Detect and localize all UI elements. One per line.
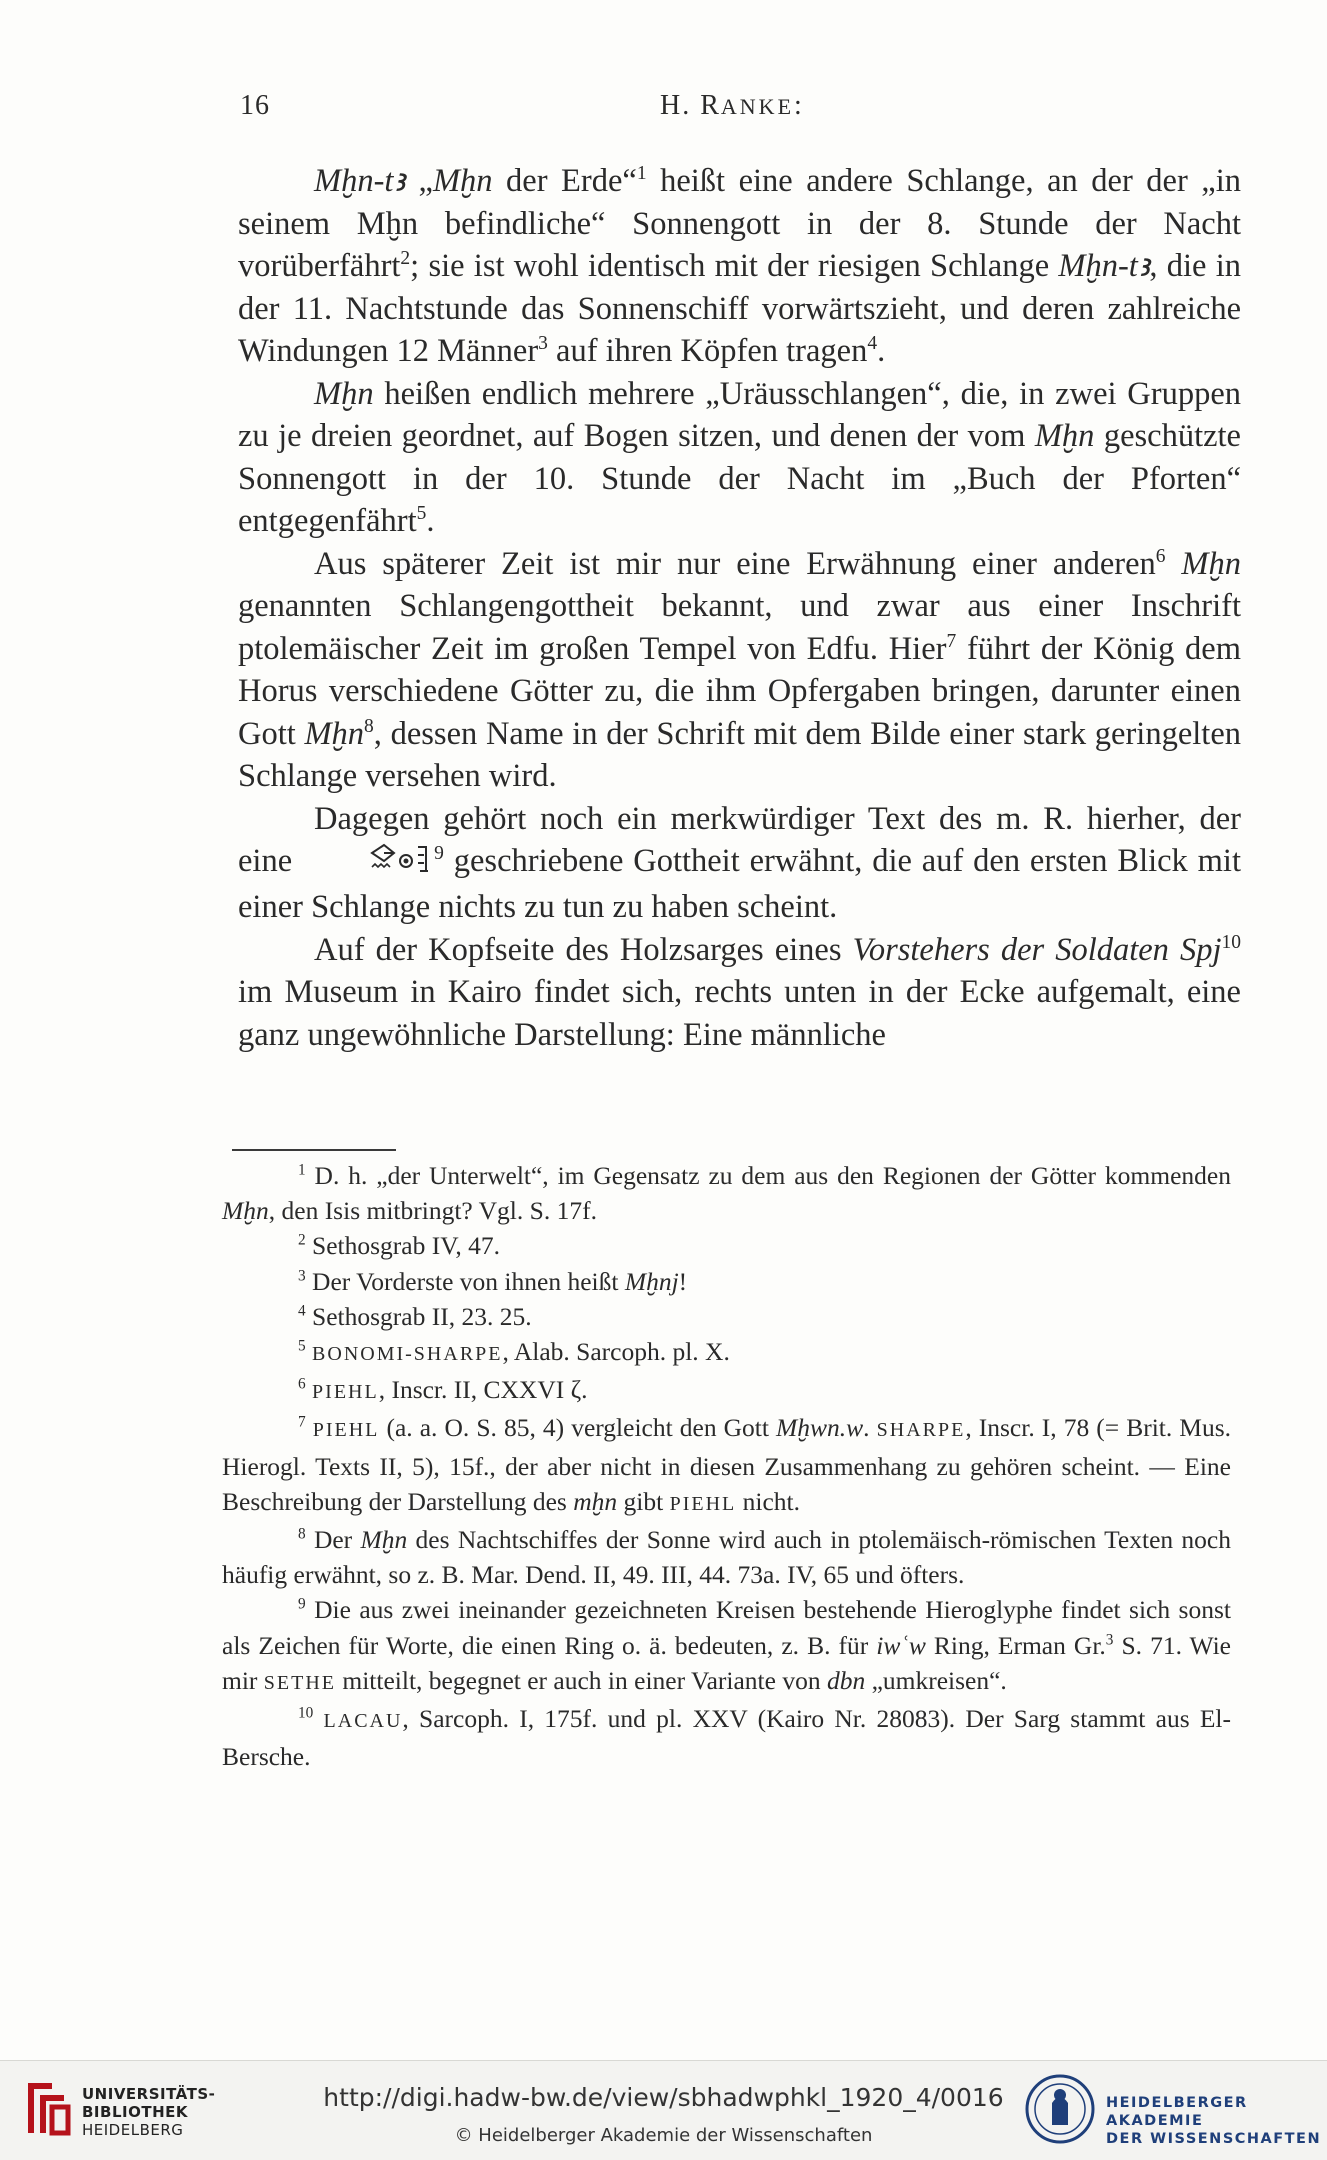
paragraph-5: Auf der Kopfseite des Holzsarges eines Vorstehers der Soldaten Spj$^{10}$ im Museum in Kairo findet sich, rechts unten in der Ecke aufgemalt, eine ganz ungewöhnliche Darstellung: Eine männliche	[238, 931, 1241, 1053]
paragraph-1: Mḫn-tꜣ „Mḫn der Erde“$^1$ heißt eine andere Schlange, an der der „in seinem Mḫn befindliche“ Sonnengott in der 8. Stunde der Nacht vorüberfährt$^2$; sie ist wohl identisch mit der riesigen Schlange Mḫn-tꜣ, die in der 11. Nachtstunde das Sonnenschiff vorwärtszieht, und deren zahlreiche Windungen 12 Männer$^3$ auf ihren Köpfen tragen$^4$.	[238, 163, 1242, 369]
viewer-footer	[0, 2060, 1327, 2160]
footnote-1: $^1$ D. h. „der Unterwelt“, im Gegensatz zu dem aus den Regionen der Götter kommenden Mḫn, den Isis mitbringt? Vgl. S. 17f.	[222, 1161, 1231, 1226]
footnote-9: $^9$ Die aus zwei ineinander gezeichneten Kreisen bestehende Hieroglyphe findet sich sonst als Zeichen für Worte, die einen Ring o. ä. bedeuten, z. B. für iwʿw Ring, Erman Gr.$^3$ S. 71. Wie mir SETHE mitteilt, begegnet er auch in einer Variante von dbn „umkreisen“.	[222, 1595, 1231, 1695]
header-author: H. RANKE:	[660, 90, 804, 121]
footnotes	[222, 1158, 1231, 1774]
footnote-8: $^8$ Der Mḫn des Nachtschiffes der Sonne wird auch in ptolemäisch-römischen Texten noch häufig erwähnt, so z. B. Mar. Dend. II, 49. III, 44. 73a. IV, 65 und öfters.	[222, 1525, 1231, 1590]
body-text	[238, 160, 1241, 1056]
footnote-4: $^4$ Sethosgrab II, 23. 25.	[298, 1301, 532, 1331]
running-head	[230, 90, 1230, 130]
footnote-2: $^2$ Sethosgrab IV, 47.	[298, 1231, 500, 1261]
page-number: 16	[240, 90, 270, 121]
footnote-separator	[232, 1149, 396, 1151]
footnote-3: $^3$ Der Vorderste von ihnen heißt Mḫnj!	[298, 1266, 688, 1296]
paragraph-3: Aus späterer Zeit ist mir nur eine Erwähnung einer anderen$^6$ Mḫn genannten Schlangengottheit bekannt, und zwar aus einer Inschrift ptolemäischer Zeit im großen Tempel von Edfu. Hier$^7$ führt der König dem Horus verschiedene Götter zu, die ihm Opfergaben bringen, darunter einen Gott Mḫn$^8$, dessen Name in der Schrift mit dem Bilde einer stark geringelten Schlange versehen wird.	[238, 545, 1241, 794]
paragraph-4: Dagegen gehört noch ein merkwürdiger Text des m. R. hierher, der eine $^9$ geschriebene Gottheit erwähnt, die auf den ersten Blick mit einer Schlange nichts zu tun zu haben scheint.	[238, 800, 1241, 926]
footnote-ref-4[interactable]: 4	[867, 333, 878, 355]
footnote-ref-2[interactable]: 2	[400, 248, 411, 270]
footnote-ref-1[interactable]: 1	[636, 163, 647, 185]
footnote-ref-7[interactable]: 7	[946, 630, 957, 652]
paragraph-2: Mḫn heißen endlich mehrere „Uräusschlangen“, die, in zwei Gruppen zu je dreien geordnet, auf Bogen sitzen, und denen der vom Mḫn geschützte Sonnengott in der 10. Stunde der Nacht im „Buch der Pforten“ entgegenfährt$^5$.	[238, 375, 1241, 539]
footnote-ref-5[interactable]: 5	[416, 503, 427, 525]
footnote-5: $^5$ BONOMI-SHARPE, Alab. Sarcoph. pl. X.	[298, 1337, 730, 1367]
academy-seal-icon	[1024, 2073, 1096, 2145]
hieroglyph-group-icon	[294, 841, 432, 887]
footnote-7: $^7$ PIEHL (a. a. O. S. 85, 4) vergleicht den Gott Mḫwn.w. SHARPE, Inscr. I, 78 (= Brit. Mus. Hierogl. Texts II, 5), 15f., der aber nicht in diesen Zusammenhang zu gehören scheint. — Eine Beschreibung der Darstellung des mḫn gibt PIEHL nicht.	[222, 1413, 1232, 1516]
footnote-ref-8[interactable]: 8	[364, 715, 374, 737]
footnote-ref-6[interactable]: 6	[1155, 545, 1166, 567]
footnote-6: $^6$ PIEHL, Inscr. II, CXXVI ζ.	[298, 1375, 588, 1405]
academy-name: HEIDELBERGER AKADEMIE DER WISSENSCHAFTEN	[1106, 2095, 1322, 2147]
footnote-10: $^{10}$ LACAU, Sarcoph. I, 175f. und pl. XXV (Kairo Nr. 28083). Der Sarg stammt aus El-Bersche.	[222, 1704, 1232, 1772]
copyright-notice: © Heidelberger Akademie der Wissenschaften	[454, 2125, 873, 2146]
footnote-ref-10[interactable]: 10	[1221, 931, 1241, 953]
university-library-name: UNIVERSITÄTS- BIBLIOTHEK HEIDELBERG	[82, 2085, 216, 2139]
footnote-ref-9[interactable]: 9	[434, 843, 444, 865]
footnote-ref-3[interactable]: 3	[538, 333, 548, 355]
permalink-url[interactable]: http://digi.hadw-bw.de/view/sbhadwphkl_1920_4/0016	[323, 2083, 1004, 2112]
